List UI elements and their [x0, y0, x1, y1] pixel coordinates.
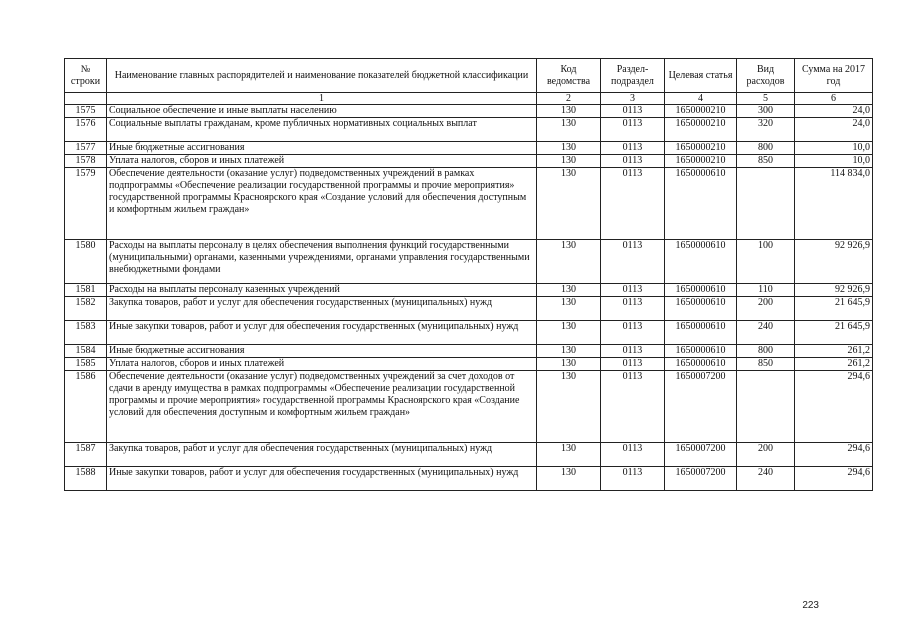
section-code: 0113 — [601, 105, 665, 118]
row-name: Обеспечение деятельности (оказание услуг) подведомственных учреждений в рамках подпрограммы «Обеспечение реализации государственной программы и прочие мероприятия» государственной программы Красноярского края «Создание условий для обеспечения доступным и комфортным жильем граждан» — [107, 168, 537, 240]
header-expense-type: Вид расходов — [737, 59, 795, 93]
table-row — [65, 358, 873, 371]
expense-type: 300 — [737, 105, 795, 118]
header-section: Раздел-подраздел — [601, 59, 665, 93]
target-article: 1650000210 — [665, 155, 737, 168]
sum-value: 294,6 — [795, 467, 873, 491]
row-number: 1580 — [65, 240, 107, 284]
row-number: 1584 — [65, 345, 107, 358]
header-target-article: Целевая статья — [665, 59, 737, 93]
sum-value: 24,0 — [795, 105, 873, 118]
row-name: Иные бюджетные ассигнования — [107, 345, 537, 358]
header-row — [65, 59, 873, 93]
department-code: 130 — [537, 443, 601, 467]
expense-type: 240 — [737, 321, 795, 345]
row-name: Закупка товаров, работ и услуг для обеспечения государственных (муниципальных) нужд — [107, 297, 537, 321]
row-name: Иные бюджетные ассигнования — [107, 142, 537, 155]
row-number: 1588 — [65, 467, 107, 491]
sum-value: 21 645,9 — [795, 297, 873, 321]
section-code: 0113 — [601, 168, 665, 240]
column-number: 2 — [537, 93, 601, 105]
header-row-number: № строки — [65, 59, 107, 93]
department-code: 130 — [537, 168, 601, 240]
department-code: 130 — [537, 155, 601, 168]
expense-type: 100 — [737, 240, 795, 284]
expense-type: 850 — [737, 358, 795, 371]
section-code: 0113 — [601, 345, 665, 358]
table-row — [65, 105, 873, 118]
department-code: 130 — [537, 345, 601, 358]
row-name: Уплата налогов, сборов и иных платежей — [107, 155, 537, 168]
sum-value: 92 926,9 — [795, 284, 873, 297]
target-article: 1650000210 — [665, 118, 737, 142]
row-name: Иные закупки товаров, работ и услуг для обеспечения государственных (муниципальных) нужд — [107, 321, 537, 345]
expense-type: 200 — [737, 443, 795, 467]
row-name: Расходы на выплаты персоналу казенных учреждений — [107, 284, 537, 297]
section-code: 0113 — [601, 467, 665, 491]
column-number-row — [65, 93, 873, 105]
expense-type — [737, 168, 795, 240]
department-code: 130 — [537, 321, 601, 345]
expense-type: 850 — [737, 155, 795, 168]
expense-type — [737, 371, 795, 443]
budget-table — [64, 58, 873, 491]
section-code: 0113 — [601, 155, 665, 168]
column-number: 4 — [665, 93, 737, 105]
column-number: 1 — [107, 93, 537, 105]
target-article: 1650000210 — [665, 142, 737, 155]
table-row — [65, 467, 873, 491]
column-number — [65, 93, 107, 105]
row-number: 1577 — [65, 142, 107, 155]
section-code: 0113 — [601, 358, 665, 371]
target-article: 1650000610 — [665, 168, 737, 240]
row-name: Социальное обеспечение и иные выплаты населению — [107, 105, 537, 118]
row-name: Расходы на выплаты персоналу в целях обеспечения выполнения функций государственными (муниципальными) органами, казенными учреждениями, органами управления государственными внебюджетными фондами — [107, 240, 537, 284]
department-code: 130 — [537, 118, 601, 142]
sum-value: 294,6 — [795, 443, 873, 467]
column-number: 6 — [795, 93, 873, 105]
expense-type: 110 — [737, 284, 795, 297]
section-code: 0113 — [601, 371, 665, 443]
table-row — [65, 443, 873, 467]
sum-value: 261,2 — [795, 345, 873, 358]
target-article: 1650000610 — [665, 345, 737, 358]
section-code: 0113 — [601, 142, 665, 155]
row-number: 1579 — [65, 168, 107, 240]
row-name: Закупка товаров, работ и услуг для обеспечения государственных (муниципальных) нужд — [107, 443, 537, 467]
row-name: Уплата налогов, сборов и иных платежей — [107, 358, 537, 371]
row-number: 1587 — [65, 443, 107, 467]
section-code: 0113 — [601, 443, 665, 467]
section-code: 0113 — [601, 118, 665, 142]
target-article: 1650000210 — [665, 105, 737, 118]
row-number: 1582 — [65, 297, 107, 321]
sum-value: 114 834,0 — [795, 168, 873, 240]
table-row — [65, 284, 873, 297]
page-number: 223 — [802, 600, 819, 611]
department-code: 130 — [537, 371, 601, 443]
row-number: 1575 — [65, 105, 107, 118]
expense-type: 800 — [737, 142, 795, 155]
column-number: 5 — [737, 93, 795, 105]
table-row — [65, 142, 873, 155]
row-number: 1583 — [65, 321, 107, 345]
row-number: 1581 — [65, 284, 107, 297]
header-department-code: Код ведомства — [537, 59, 601, 93]
expense-type: 800 — [737, 345, 795, 358]
table-row — [65, 297, 873, 321]
department-code: 130 — [537, 105, 601, 118]
department-code: 130 — [537, 467, 601, 491]
expense-type: 320 — [737, 118, 795, 142]
department-code: 130 — [537, 284, 601, 297]
department-code: 130 — [537, 240, 601, 284]
section-code: 0113 — [601, 297, 665, 321]
target-article: 1650000610 — [665, 284, 737, 297]
sum-value: 92 926,9 — [795, 240, 873, 284]
section-code: 0113 — [601, 240, 665, 284]
sum-value: 10,0 — [795, 142, 873, 155]
target-article: 1650000610 — [665, 321, 737, 345]
target-article: 1650007200 — [665, 467, 737, 491]
table-row — [65, 371, 873, 443]
sum-value: 261,2 — [795, 358, 873, 371]
target-article: 1650007200 — [665, 371, 737, 443]
row-number: 1578 — [65, 155, 107, 168]
section-code: 0113 — [601, 284, 665, 297]
section-code: 0113 — [601, 321, 665, 345]
table-row — [65, 168, 873, 240]
table-body — [65, 105, 873, 491]
table-row — [65, 345, 873, 358]
target-article: 1650007200 — [665, 443, 737, 467]
target-article: 1650000610 — [665, 240, 737, 284]
target-article: 1650000610 — [665, 358, 737, 371]
expense-type: 240 — [737, 467, 795, 491]
table-row — [65, 321, 873, 345]
table-row — [65, 240, 873, 284]
sum-value: 21 645,9 — [795, 321, 873, 345]
expense-type: 200 — [737, 297, 795, 321]
department-code: 130 — [537, 358, 601, 371]
table-row — [65, 118, 873, 142]
row-name: Социальные выплаты гражданам, кроме публичных нормативных социальных выплат — [107, 118, 537, 142]
column-number: 3 — [601, 93, 665, 105]
sum-value: 294,6 — [795, 371, 873, 443]
department-code: 130 — [537, 142, 601, 155]
row-name: Иные закупки товаров, работ и услуг для обеспечения государственных (муниципальных) нужд — [107, 467, 537, 491]
target-article: 1650000610 — [665, 297, 737, 321]
row-name: Обеспечение деятельности (оказание услуг) подведомственных учреждений за счет доходов от сдачи в аренду имущества в рамках подпрограммы «Обеспечение реализации государственной программы и прочие мероприятия» государственной программы Красноярского края «Создание условий для обеспечения доступным и комфортным жильем граждан» — [107, 371, 537, 443]
row-number: 1576 — [65, 118, 107, 142]
row-number: 1585 — [65, 358, 107, 371]
sum-value: 10,0 — [795, 155, 873, 168]
header-name: Наименование главных распорядителей и наименование показателей бюджетной классификации — [107, 59, 537, 93]
sum-value: 24,0 — [795, 118, 873, 142]
department-code: 130 — [537, 297, 601, 321]
table-row — [65, 155, 873, 168]
header-sum: Сумма на 2017 год — [795, 59, 873, 93]
row-number: 1586 — [65, 371, 107, 443]
